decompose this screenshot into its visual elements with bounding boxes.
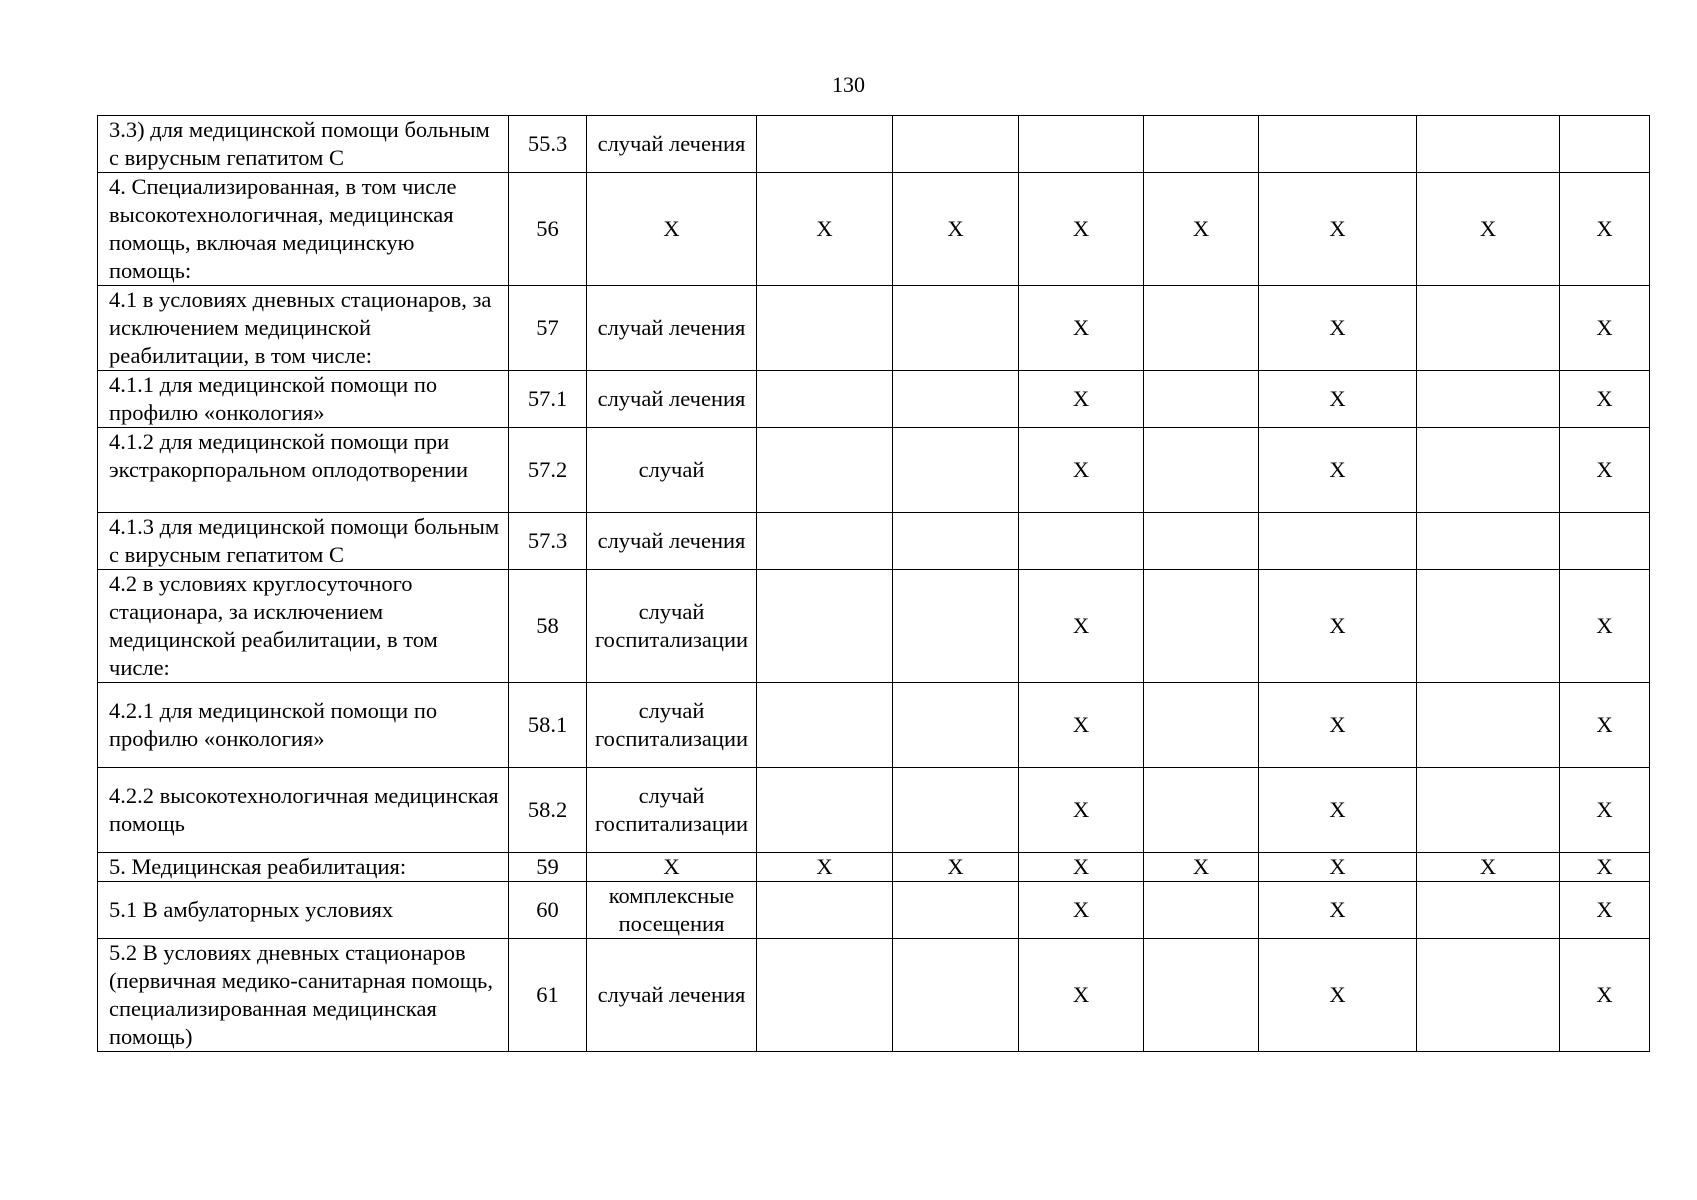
value-cell: X xyxy=(1560,428,1650,513)
row-number-cell: 58.2 xyxy=(509,768,587,853)
unit-cell: случай xyxy=(587,428,757,513)
row-name-cell: 4.2.2 высокотехнологичная медицинская помощь xyxy=(98,768,509,853)
value-cell: X xyxy=(1019,939,1144,1052)
row-number-cell: 57.1 xyxy=(509,371,587,428)
value-cell xyxy=(1417,939,1560,1052)
value-cell xyxy=(757,939,893,1052)
value-cell xyxy=(1417,683,1560,768)
value-cell xyxy=(1560,513,1650,570)
row-name-cell: 4.1.3 для медицинской помощи больным с вирусным гепатитом С xyxy=(98,513,509,570)
unit-cell: случай лечения xyxy=(587,371,757,428)
value-cell xyxy=(757,371,893,428)
unit-cell: случай лечения xyxy=(587,513,757,570)
page-number: 130 xyxy=(832,72,865,97)
row-number-cell: 57 xyxy=(509,286,587,371)
value-cell: X xyxy=(1144,173,1259,286)
table-row xyxy=(98,286,1650,371)
value-cell: X xyxy=(1019,768,1144,853)
value-cell xyxy=(1417,371,1560,428)
value-cell xyxy=(1144,286,1259,371)
table-row xyxy=(98,768,1650,853)
unit-cell: X xyxy=(587,173,757,286)
value-cell xyxy=(1417,428,1560,513)
value-cell xyxy=(893,428,1019,513)
unit-cell: случай госпитализации xyxy=(587,768,757,853)
value-cell xyxy=(757,570,893,683)
value-cell xyxy=(893,683,1019,768)
row-number-cell: 58.1 xyxy=(509,683,587,768)
value-cell xyxy=(1417,513,1560,570)
unit-cell: случай лечения xyxy=(587,939,757,1052)
value-cell: X xyxy=(1560,371,1650,428)
value-cell xyxy=(893,513,1019,570)
value-cell xyxy=(757,286,893,371)
value-cell xyxy=(893,882,1019,939)
value-cell xyxy=(1259,116,1417,173)
value-cell xyxy=(1144,513,1259,570)
value-cell xyxy=(893,286,1019,371)
value-cell xyxy=(1144,428,1259,513)
row-name-cell: 5.1 В амбулаторных условиях xyxy=(98,882,509,939)
value-cell: X xyxy=(1560,853,1650,882)
value-cell xyxy=(757,683,893,768)
value-cell: X xyxy=(1560,570,1650,683)
table-row xyxy=(98,570,1650,683)
value-cell xyxy=(893,768,1019,853)
table-row xyxy=(98,173,1650,286)
row-name-cell: 3.3) для медицинской помощи больным с вирусным гепатитом С xyxy=(98,116,509,173)
value-cell: X xyxy=(1019,853,1144,882)
value-cell: X xyxy=(1417,853,1560,882)
row-number-cell: 60 xyxy=(509,882,587,939)
value-cell: X xyxy=(893,853,1019,882)
value-cell xyxy=(1560,116,1650,173)
value-cell xyxy=(1259,513,1417,570)
value-cell: X xyxy=(757,853,893,882)
value-cell xyxy=(893,570,1019,683)
table-row xyxy=(98,116,1650,173)
value-cell xyxy=(1144,371,1259,428)
value-cell xyxy=(1144,116,1259,173)
row-name-cell: 4.1.2 для медицинской помощи при экстракорпоральном оплодотворении xyxy=(98,428,509,513)
value-cell xyxy=(1144,882,1259,939)
value-cell: X xyxy=(1560,683,1650,768)
value-cell: X xyxy=(1019,570,1144,683)
unit-cell: X xyxy=(587,853,757,882)
table-row xyxy=(98,428,1650,513)
value-cell: X xyxy=(1259,173,1417,286)
value-cell: X xyxy=(1019,882,1144,939)
value-cell xyxy=(757,882,893,939)
value-cell: X xyxy=(1560,882,1650,939)
value-cell: X xyxy=(1259,683,1417,768)
value-cell xyxy=(757,116,893,173)
value-cell xyxy=(1144,768,1259,853)
table-row xyxy=(98,882,1650,939)
value-cell: X xyxy=(1259,939,1417,1052)
row-name-cell: 4.2.1 для медицинской помощи по профилю «онкология» xyxy=(98,683,509,768)
row-name-cell: 4.2 в условиях круглосуточного стационара, за исключением медицинской реабилитации, в том числе: xyxy=(98,570,509,683)
table-body xyxy=(98,116,1650,1052)
unit-cell: комплексные посещения xyxy=(587,882,757,939)
unit-cell: случай лечения xyxy=(587,286,757,371)
value-cell xyxy=(757,768,893,853)
row-number-cell: 57.3 xyxy=(509,513,587,570)
value-cell: X xyxy=(1259,428,1417,513)
value-cell xyxy=(1417,768,1560,853)
value-cell: X xyxy=(1560,939,1650,1052)
value-cell: X xyxy=(1019,428,1144,513)
unit-cell: случай госпитализации xyxy=(587,570,757,683)
value-cell xyxy=(1019,513,1144,570)
value-cell xyxy=(1417,570,1560,683)
row-name-cell: 4.1 в условиях дневных стационаров, за исключением медицинской реабилитации, в том числе: xyxy=(98,286,509,371)
value-cell: X xyxy=(757,173,893,286)
table-row xyxy=(98,853,1650,882)
value-cell xyxy=(1144,570,1259,683)
row-name-cell: 5.2 В условиях дневных стационаров (первичная медико-санитарная помощь, специализированная медицинская помощь) xyxy=(98,939,509,1052)
value-cell: X xyxy=(1019,286,1144,371)
value-cell xyxy=(1019,116,1144,173)
value-cell: X xyxy=(1417,173,1560,286)
value-cell xyxy=(757,428,893,513)
data-table xyxy=(97,115,1650,1052)
value-cell: X xyxy=(1560,768,1650,853)
value-cell: X xyxy=(1019,683,1144,768)
unit-cell: случай госпитализации xyxy=(587,683,757,768)
value-cell: X xyxy=(1144,853,1259,882)
row-name-cell: 5. Медицинская реабилитация: xyxy=(98,853,509,882)
value-cell xyxy=(893,939,1019,1052)
value-cell xyxy=(893,116,1019,173)
value-cell xyxy=(1417,882,1560,939)
row-name-cell: 4.1.1 для медицинской помощи по профилю «онкология» xyxy=(98,371,509,428)
value-cell: X xyxy=(893,173,1019,286)
value-cell: X xyxy=(1259,371,1417,428)
value-cell: X xyxy=(1560,286,1650,371)
unit-cell: случай лечения xyxy=(587,116,757,173)
row-number-cell: 56 xyxy=(509,173,587,286)
value-cell xyxy=(1144,939,1259,1052)
value-cell: X xyxy=(1259,768,1417,853)
value-cell: X xyxy=(1259,882,1417,939)
value-cell: X xyxy=(1019,371,1144,428)
value-cell xyxy=(1144,683,1259,768)
value-cell xyxy=(1417,286,1560,371)
value-cell: X xyxy=(1019,173,1144,286)
table-row xyxy=(98,683,1650,768)
row-number-cell: 57.2 xyxy=(509,428,587,513)
table-row xyxy=(98,939,1650,1052)
table-row xyxy=(98,371,1650,428)
value-cell: X xyxy=(1259,286,1417,371)
row-number-cell: 55.3 xyxy=(509,116,587,173)
value-cell: X xyxy=(1259,853,1417,882)
row-number-cell: 58 xyxy=(509,570,587,683)
row-number-cell: 61 xyxy=(509,939,587,1052)
row-name-cell: 4. Специализированная, в том числе высокотехнологичная, медицинская помощь, включая медицинскую помощь: xyxy=(98,173,509,286)
value-cell xyxy=(757,513,893,570)
value-cell: X xyxy=(1560,173,1650,286)
value-cell: X xyxy=(1259,570,1417,683)
value-cell xyxy=(1417,116,1560,173)
table-row xyxy=(98,513,1650,570)
row-number-cell: 59 xyxy=(509,853,587,882)
value-cell xyxy=(893,371,1019,428)
